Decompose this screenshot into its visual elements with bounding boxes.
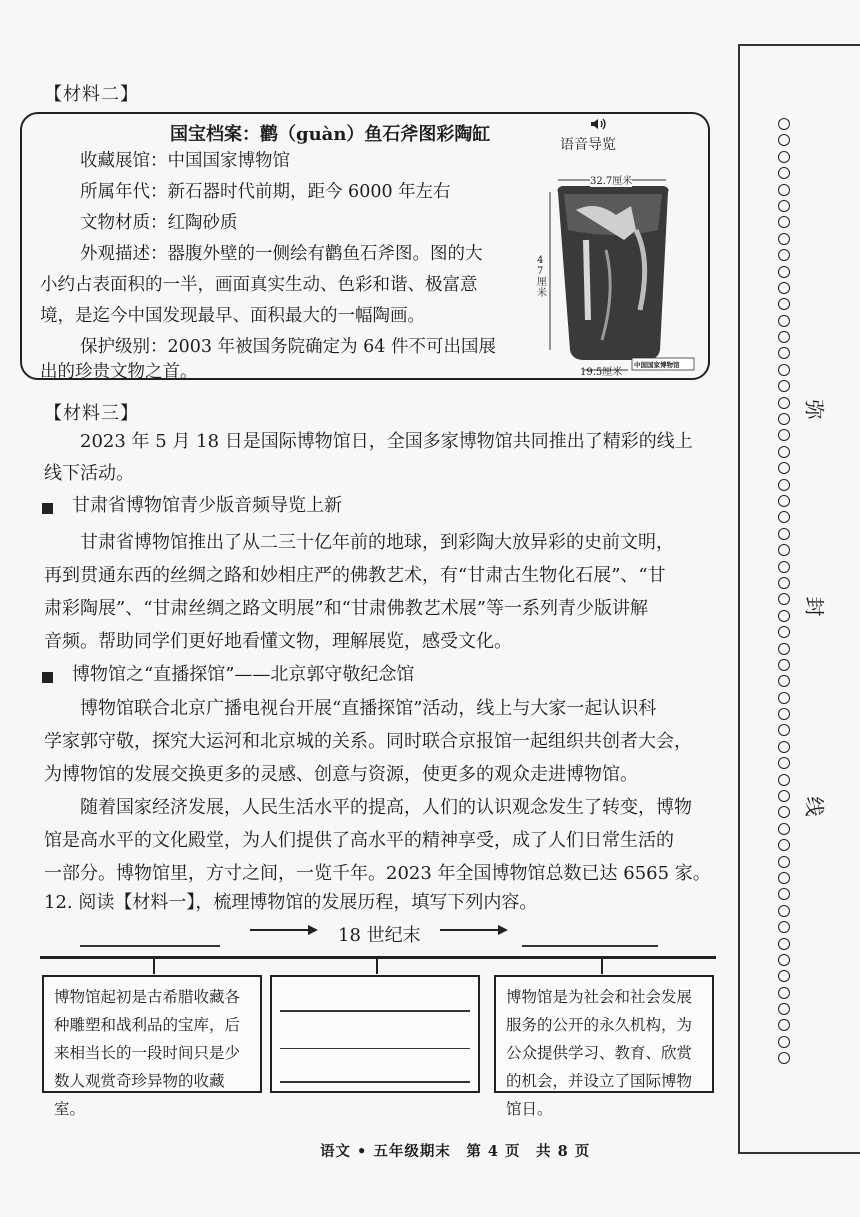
info-description-cont: 小约占表面积的一半，画面真实生动、色彩和谐、极富意 (40, 275, 478, 295)
paragraph-line: 为博物馆的发展交换更多的灵感、创意与资源，使更多的观众走进博物馆。 (44, 764, 638, 785)
answer-blank-left[interactable] (80, 945, 220, 947)
audio-guide-label[interactable]: 语音导览 (560, 137, 616, 153)
arrow-right-icon (440, 922, 510, 942)
page-footer: 语文 • 五年级期末 第 4 页 共 8 页 (320, 1143, 591, 1160)
info-description: 外观描述：器腹外壁的一侧绘有鹳鱼石斧图。图的大 (80, 244, 483, 264)
stage-1-text: 博物馆起初是古希腊收藏各种雕塑和战利品的宝库，后来相当长的一段时间只是少数人观赏奇珍异物的收藏室。 (54, 988, 241, 1118)
paragraph-line: 馆是高水平的文化殿堂，为人们提供了高水平的精神享受，成了人们日常生活的 (44, 830, 674, 851)
square-bullet-icon (42, 672, 53, 683)
vase-height-dim: 47厘米 (537, 255, 547, 299)
square-bullet-icon (42, 503, 53, 514)
paragraph-line: 肃彩陶展”、“甘肃丝绸之路文明展”和“甘肃佛教艺术展”等一系列青少版讲解 (44, 598, 649, 619)
paragraph-line: 博物馆联合北京广播电视台开展“直播探馆”活动，线上与大家一起认识科 (80, 698, 657, 719)
card-title: 国宝档案：鹳（guàn）鱼石斧图彩陶缸 (170, 124, 491, 145)
stage-box-3 (494, 975, 714, 1118)
stage-3-text: 博物馆是为社会和社会发展服务的公开的永久机构，为公众提供学习、教育、欣赏的机会，并设立了国际博物馆日。 (506, 988, 693, 1118)
connector (376, 958, 378, 974)
connector (153, 958, 155, 974)
paragraph-line: 一部分。博物馆里，方寸之间，一览千年。2023 年全国博物馆总数已达 6565 家。 (44, 863, 711, 884)
timeline-bar (40, 956, 716, 959)
speaker-icon[interactable] (590, 117, 608, 135)
info-description-cont: 境，是迄今中国发现最早、面积最大的一幅陶画。 (40, 306, 425, 326)
seal-line-char: 线 (802, 796, 827, 817)
era-label: 18 世纪末 (338, 925, 421, 946)
connector (601, 958, 603, 974)
binding-margin (738, 44, 860, 1154)
info-protection-cont: 出的珍贵文物之首。 (40, 362, 198, 382)
stage-box-1 (42, 975, 262, 1118)
bullet-heading: 甘肃省博物馆青少版音频导览上新 (72, 495, 342, 516)
paragraph-line: 线下活动。 (44, 463, 134, 484)
info-museum: 收藏展馆：中国国家博物馆 (80, 151, 290, 171)
paragraph-line: 甘肃省博物馆推出了从二三十亿年前的地球，到彩陶大放异彩的史前文明， (80, 532, 674, 553)
paragraph-line: 音频。帮助同学们更好地看懂文物，理解展览，感受文化。 (44, 631, 512, 652)
info-protection: 保护级别：2003 年被国务院确定为 64 件不可出国展 (80, 337, 496, 357)
answer-blank-right[interactable] (522, 945, 658, 947)
arrow-right-icon (250, 922, 320, 942)
seal-line-char: 弥 (802, 399, 827, 420)
museum-plaque: 中国国家博物馆 (634, 361, 680, 369)
pottery-jar-image (536, 170, 696, 380)
paragraph-line: 再到贯通东西的丝绸之路和妙相庄严的佛教艺术，有“甘肃古生物化石展”、“甘 (44, 565, 666, 586)
answer-line[interactable] (280, 1010, 470, 1012)
bullet-heading: 博物馆之“直播探馆”——北京郭守敬纪念馆 (72, 664, 415, 685)
stage-box-2[interactable] (270, 975, 480, 1093)
paragraph-line: 学家郭守敬，探究大运河和北京城的关系。同时联合京报馆一起组织共创者大会， (44, 731, 692, 752)
answer-line[interactable] (280, 1048, 470, 1050)
info-material: 文物材质：红陶砂质 (80, 213, 238, 233)
vase-width-dim: 32.7厘米 (590, 172, 632, 187)
material2-heading: 【材料二】 (44, 84, 139, 105)
answer-line[interactable] (280, 1081, 470, 1083)
seal-line-char: 封 (802, 596, 827, 617)
vase-base-dim: 19.5厘米 (580, 367, 623, 378)
paragraph-line: 随着国家经济发展，人民生活水平的提高，人们的认识观念发生了转变，博物 (80, 797, 692, 818)
paragraph-line: 2023 年 5 月 18 日是国际博物馆日，全国多家博物馆共同推出了精彩的线上 (80, 431, 693, 452)
binding-holes (778, 118, 798, 1069)
material3-heading: 【材料三】 (44, 403, 139, 424)
info-era: 所属年代：新石器时代前期，距今 6000 年左右 (80, 182, 451, 202)
question-12: 12. 阅读【材料一】，梳理博物馆的发展历程，填写下列内容。 (44, 892, 538, 913)
